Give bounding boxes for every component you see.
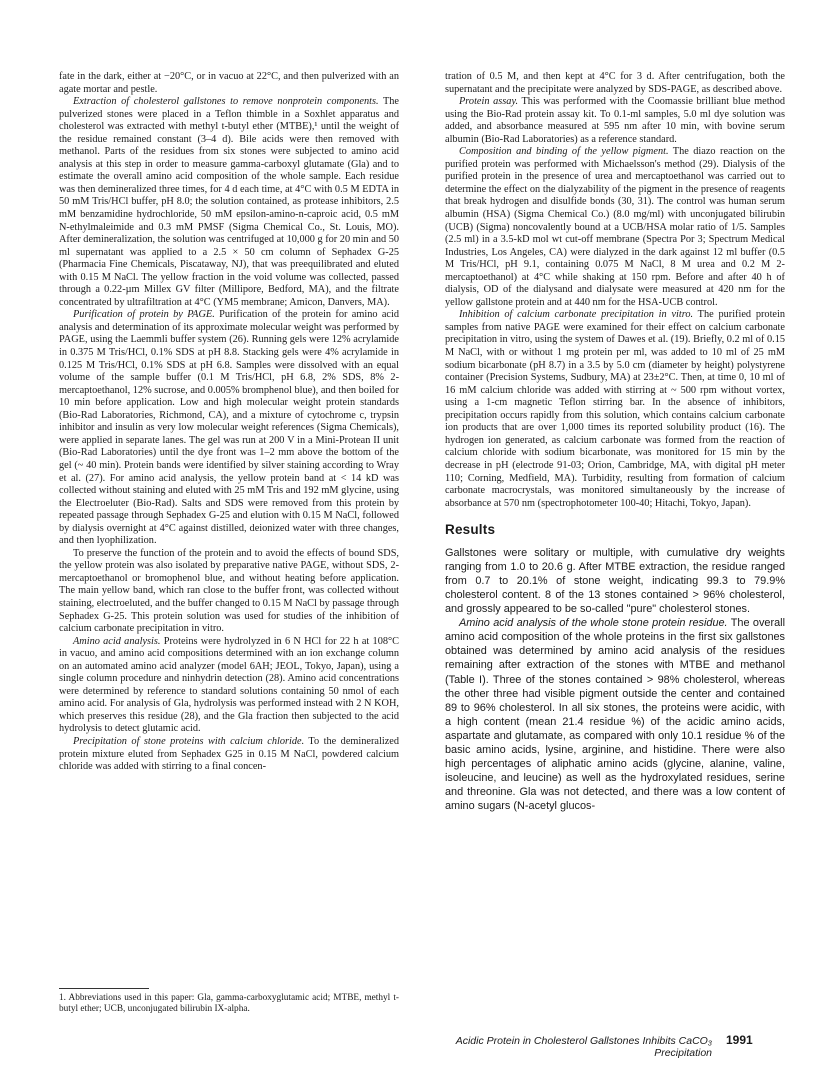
paragraph-text: Purification of the protein for amino acid analysis and determination of its approximate molecular weight was performed by PAGE, using the Laemmli buffer system (26). Running gels were 12% acrylamide in 0.375 M Tris/HCl, 0.1% SDS at pH 8.8. Stacking gels were 4% acrylamide in 0.125 M Tris/HCl, 0.1% SDS at pH 6.8. Samples were dissolved with an equal volume of the sample buffer (0.1 M Tris/HCl, pH 6.8, 2% SDS, 8% 2-mercaptoethanol, 12% sucrose, and 0.005% bromphenol blue), and then boiled for 10 min before application. Low and high molecular weight protein standards (Bio-Rad Laboratories, Richmond, CA), and a mixture of cytochrome c, trypsin inhibitor and insulin as very low molecular weight references (Sigma Chemicals), were applied in separate lanes. The gel was run at 200 V in a Mini-Protean II unit (Bio-Rad Laboratories) until the dye front was 1–2 mm above the bottom of the gel (~ 40 min). Protein bands were identified by silver staining according to Wray et al. (27). For amino acid analysis, the yellow protein band at < 14 kD was collected without staining and eluted with 25 mM Tris and 192 mM glycine, using the Electroeluter (Bio-Rad). Salts and SDS were removed from this protein by repeated passage through Sephadex G-25 and elution with 0.15 M NaCl, followed by dialysis overnight at 4°C against distilled, deionized water with three changes, and then lyophilization. (59, 309, 399, 547)
paragraph-amino-acid (59, 636, 399, 736)
paragraph-text: Proteins were hydrolyzed in 6 N HCl for 22 h at 108°C in vacuo, and amino acid compositions determined with an ion exchange column on an automated amino acid analyzer (model 6AH; JEOL, Tokyo, Japan), using a single column procedure and ninhydrin detection (28). Amino acid concentrations were determined by reference to standard solutions containing 50 nmol of each amino acid. For analysis of Gla, hydrolysis was performed instead with 2 N KOH, which preserves this residue (28), and the Gla fraction then subjected to the acid hydrolysis to detect glutamic acid. (59, 635, 399, 735)
page-number: 1991 (726, 1033, 753, 1047)
run-in-heading: Protein assay. (459, 96, 519, 108)
footnote (59, 993, 399, 1016)
paragraph-extraction (59, 96, 399, 309)
paragraph-precipitation (59, 736, 399, 774)
paragraph-page-purification (59, 309, 399, 547)
paragraph: To preserve the function of the protein and to avoid the effects of bound SDS, the yellow protein was also isolated by preparative native PAGE, without SDS, 2-mercaptoethanol or bromophenol blue, and without heating before application. The main yellow band, which ran close to the buffer front, was collected without staining, electroeluted, and the buffer changed to 0.15 M NaCl by passage through Sephadex G-25. This protein solution was used for studies of the inhibition of calcium carbonate precipitation in vitro. (59, 547, 399, 635)
paragraph-protein-assay (445, 96, 785, 146)
run-in-heading: Inhibition of calcium carbonate precipitation in vitro. (459, 309, 694, 321)
footnote-text: 1. Abbreviations used in this paper: Gla, gamma-carboxyglutamic acid; MTBE, methyl t-butyl ether; UCB, unconjugated bilirubin IX-alpha. (59, 993, 399, 1015)
run-in-heading: Purification of protein by PAGE. (73, 309, 215, 321)
paragraph: Gallstones were solitary or multiple, with cumulative dry weights ranging from 1.0 to 20.6 g. After MTBE extraction, the residue ranged from 0.7 to 20.1% of stone weight, indicating 99.3 to 79.9% cholesterol content. 8 of the 13 stones contained > 96% cholesterol, and grossly appeared to be so-called "pure" cholesterol stones. (445, 546, 785, 616)
paragraph-inhibition (445, 309, 785, 510)
paragraph-text: The diazo reaction on the purified protein was performed with Michaelsson's method (29). Dialysis of the purified protein in the presence of urea and mercaptoethanol was carried out to determine the effect on the dialyzability of the pigment in the presence of reagents that break hydrogen and disulfide bonds (30, 31). The control was human serum albumin (HSA) (Sigma Chemical Co.) (8.0 mg/ml) with unconjugated bilirubin (UCB) (Sigma) noncovalently bound at a UCB/HSA molar ratio of 1/5. Samples (2.5 ml) in a 3.5-kD mol wt cut-off membrane (Spectra Por 3; Spectrum Medical Industries, Los Angeles, CA) were dialyzed in the dark against 12 ml buffer (0.5 M Tris/HCl, pH 9.1, containing 0.075 M NaCl, 8 M urea and 0.2 M 2-mercaptoethanol) at 4°C while shaking at 150 rpm. Before and after 40 h of dialysis, OD of the dialysand and dialysate were measured at 420 nm for the yellow gallstone protein and at 440 nm for the HSA-UCB control. (445, 146, 785, 308)
run-in-heading: Precipitation of stone proteins with calcium chloride. (73, 735, 305, 747)
paragraph-yellow-pigment (445, 146, 785, 309)
paragraph-text: The purified protein samples from native PAGE were examined for their effect on calcium carbonate precipitation in vitro, using the system of Dawes et al. (19). Briefly, 0.2 ml of 0.15 M NaCl, with or without 1 mg protein per ml, was added to 10 ml of 25 mM sodium bicarbonate (pH 8.7) in a 3.5 by 5.0 cm (diameter by height) polystyrene container (Precision Systems, Sudbury, MA) at 23±2°C. Then, at time 0, 10 ml of 16 mM calcium chloride was added with stirring at ~ 500 rpm without vortex, using a 1-cm magnetic Teflon stirring bar. In the absence of inhibitors, precipitation occurs rapidly from this solution, which contains calcium carbonate ion products that are over 1,000 times its reported solubility product (16). The hydrogen ion generated, as calcium carbonate was formed from the reaction of calcium chloride with sodium bicarbonate, was monitored for 15 min by the decrease in pH (electrode 91-03; Orion, Cambridge, MA, with digital pH meter 110; Corning, Medfield, MA). Turbidity, resulting from formation of calcium carbonate macrocrystals, was monitored simultaneously by the increase of absorbance at 570 nm (spectrophotometer 100-40; Hitachi, Tokyo, Japan). (445, 309, 786, 509)
run-in-heading: Extraction of cholesterol gallstones to remove nonprotein components. (73, 96, 379, 108)
running-footer-title: Acidic Protein in Cholesterol Gallstones Inhibits CaCO₃ Precipitation (455, 1035, 712, 1059)
left-column (59, 71, 399, 774)
paragraph-amino-acid-whole-stone (445, 616, 785, 813)
paragraph: fate in the dark, either at −20°C, or in vacuo at 22°C, and then pulverized with an agate mortar and pestle. (59, 71, 399, 95)
run-in-heading: Composition and binding of the yellow pigment. (459, 146, 669, 158)
footnote-divider (59, 988, 149, 989)
right-column (445, 71, 785, 813)
paragraph: tration of 0.5 M, and then kept at 4°C for 3 d. After centrifugation, both the supernatant and the precipitate were analyzed by SDS-PAGE, as described above. (445, 71, 785, 95)
run-in-heading: Amino acid analysis. (73, 635, 161, 647)
paragraph-text: This was performed with the Coomassie brilliant blue method using the Bio-Rad protein assay kit. To 0.1-ml samples, 5.0 ml dye solution was added, and absorbance measured at 595 nm after 10 min, with bovine serum albumin (Bio-Rad Laboratories) as a reference standard. (445, 96, 785, 145)
run-in-heading: Amino acid analysis of the whole stone protein residue. (459, 617, 728, 630)
paragraph-text: To the demineralized protein mixture eluted from Sephadex G25 in 0.15 M NaCl, powdered calcium chloride was added with stirring to a final concen- (59, 735, 399, 773)
section-heading-results: Results (445, 522, 496, 538)
paragraph-text: The pulverized stones were placed in a Teflon thimble in a Soxhlet apparatus and cholesterol was extracted with methyl t-butyl ether (MTBE),¹ until the weight of the residue remained constant (3–4 d). Bile acids were then removed with methanol. Parts of the residues from six stones were subjected to amino acid analysis at this step in order to measure gamma-carboxyl glutamate (Gla) and to estimate the overall amino acid composition of the whole sample. Each residue was then demineralized three times, for 4 d each time, at 4°C with 0.5 M EDTA in 50 mM Tris/HCl buffer, pH 8.0; the solution contained, as protease inhibitors, 2.5 mM benzamidine hydrochloride, 50 mM epsilon-amino-n-caproic acid, 0.5 mM N-ethylmaleimide and 0.3 mM PMSF (Sigma Chemical Co., St. Louis, MO). After demineralization, the solution was centrifuged at 10,000 g for 20 min and 50 ml supernatant was applied to a 2.5 × 50 cm column of Sephadex G-25 (Pharmacia Fine Chemicals, Piscataway, NJ), that was preequilibrated and eluted with 0.15 M NaCl. The yellow fraction in the void volume was collected, passed through a 0.22-µm Millex GV filter (Millipore, Bedford, MA), and the filtrate concentrated by ultrafiltration at 4°C (YM5 membrane; Amicon, Danvers, MA). (59, 96, 400, 308)
paragraph-text: The overall amino acid composition of the whole proteins in the first six gallstones obtained was determined by amino acid analysis of the residues remaining after extraction of the stones with MTBE and methanol (Table I). Three of the stones contained > 98% cholesterol, whereas the other three had visible pigment outside the center and contained 89 to 96% cholesterol. In all six stones, the proteins were acidic, with a high content (mean 21.4 residue %) of the acidic amino acids, aspartate and glutamate, as compared with only 10.1 residue % of the basic amino acids, lysine, arginine, and histidine. There were also high percentages of aliphatic amino acids (glycine, alanine, valine, isoleucine, and leucine) as well as the hydroxylated residues, serine and threonine. Gla was not detected, and there was a low content of amino sugars (N-acetyl glucos- (445, 617, 786, 813)
results-body (445, 546, 785, 814)
